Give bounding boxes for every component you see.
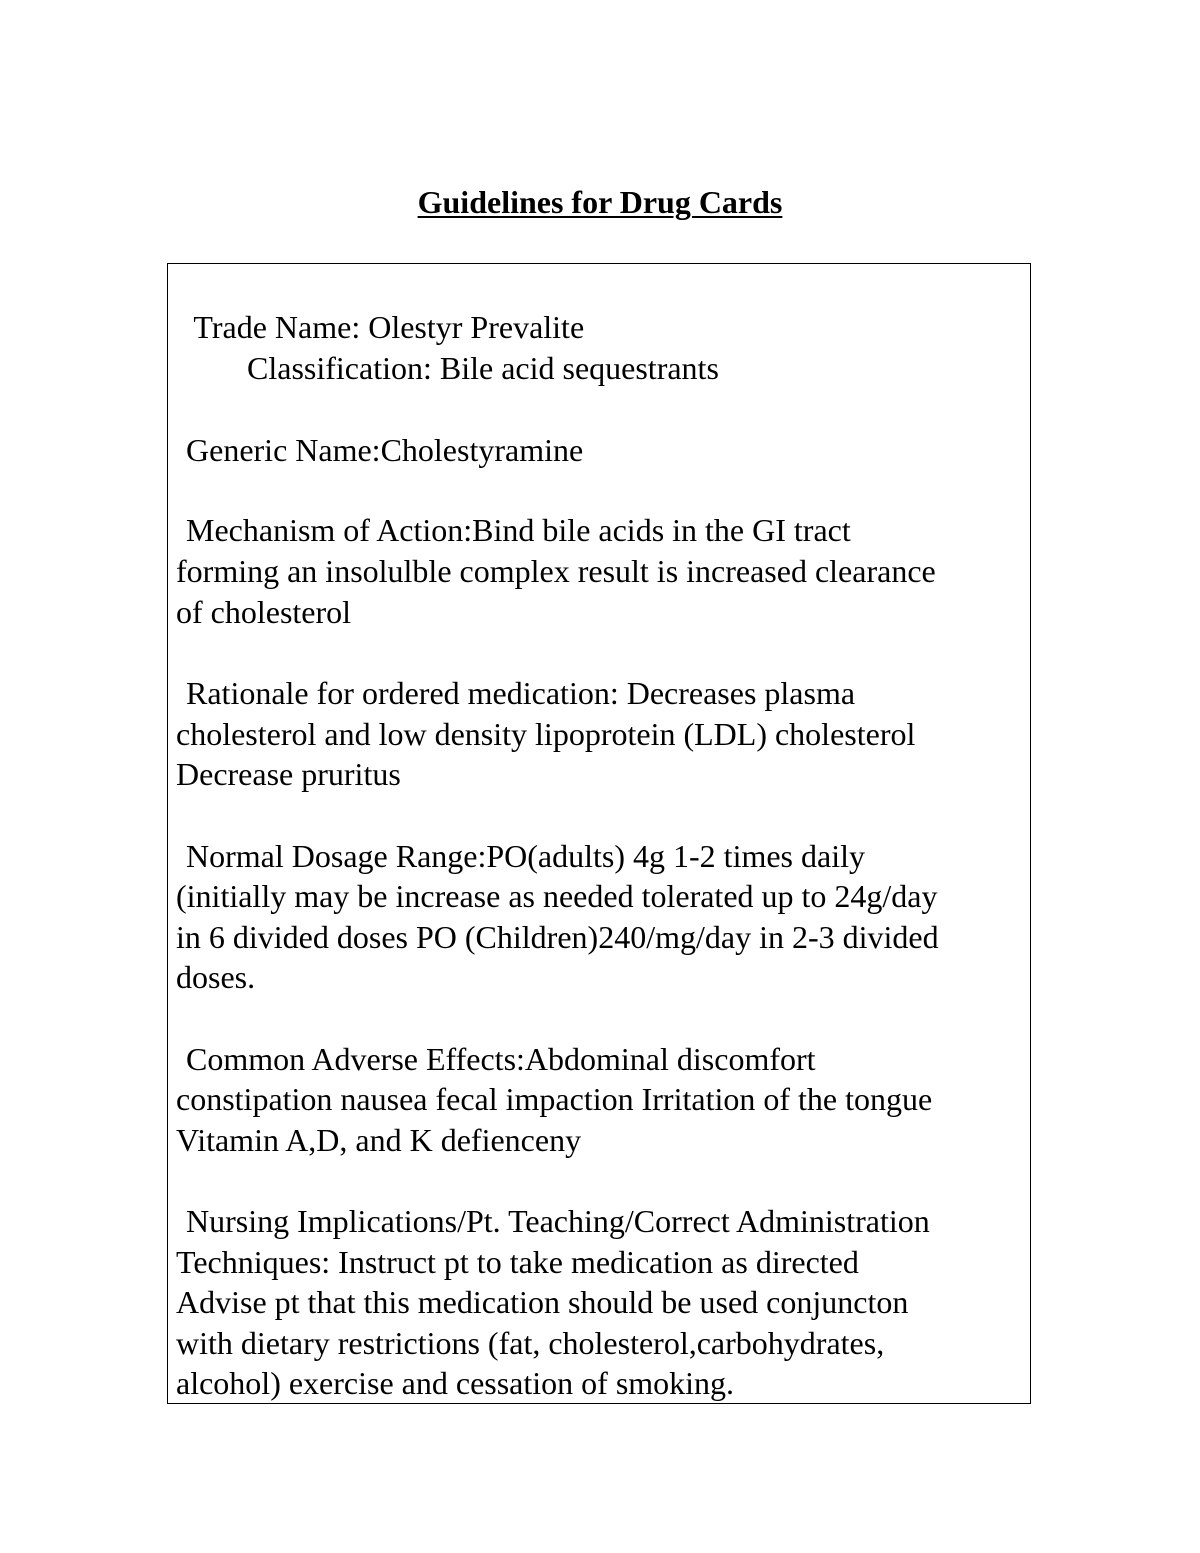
- adverse-effects-line: constipation nausea fecal impaction Irritation of the tongue: [176, 1081, 933, 1117]
- rationale-line: Decrease pruritus: [176, 756, 401, 792]
- adverse-effects-line: Common Adverse Effects:Abdominal discomfort: [186, 1041, 816, 1077]
- nursing-line: Advise pt that this medication should be used conjuncton: [176, 1284, 909, 1320]
- nursing-line: Techniques: Instruct pt to take medication as directed: [176, 1244, 859, 1280]
- classification: Classification: Bile acid sequestrants: [247, 350, 719, 386]
- dosage-line: doses.: [176, 959, 256, 995]
- dosage-line: (initially may be increase as needed tolerated up to 24g/day: [176, 878, 938, 914]
- page-title: Guidelines for Drug Cards: [417, 184, 783, 220]
- mechanism-line: of cholesterol: [176, 594, 352, 630]
- nursing-line: with dietary restrictions (fat, cholesterol,carbohydrates,: [176, 1325, 885, 1361]
- dosage-line: in 6 divided doses PO (Children)240/mg/day in 2-3 divided: [176, 919, 939, 955]
- trade-name: Trade Name: Olestyr Prevalite: [186, 309, 585, 345]
- dosage-line: Normal Dosage Range:PO(adults) 4g 1-2 times daily: [186, 838, 865, 874]
- adverse-effects-line: Vitamin A,D, and K defienceny: [176, 1122, 582, 1158]
- mechanism-line: Mechanism of Action:Bind bile acids in the GI tract: [186, 512, 851, 548]
- rationale-line: Rationale for ordered medication: Decreases plasma: [186, 675, 856, 711]
- nursing-line: Nursing Implications/Pt. Teaching/Correct Administration: [186, 1203, 930, 1239]
- nursing-line: alcohol) exercise and cessation of smoking.: [176, 1365, 735, 1401]
- generic-name: Generic Name:Cholestyramine: [186, 432, 584, 468]
- mechanism-line: forming an insolulble complex result is increased clearance: [176, 553, 936, 589]
- rationale-line: cholesterol and low density lipoprotein (LDL) cholesterol: [176, 716, 916, 752]
